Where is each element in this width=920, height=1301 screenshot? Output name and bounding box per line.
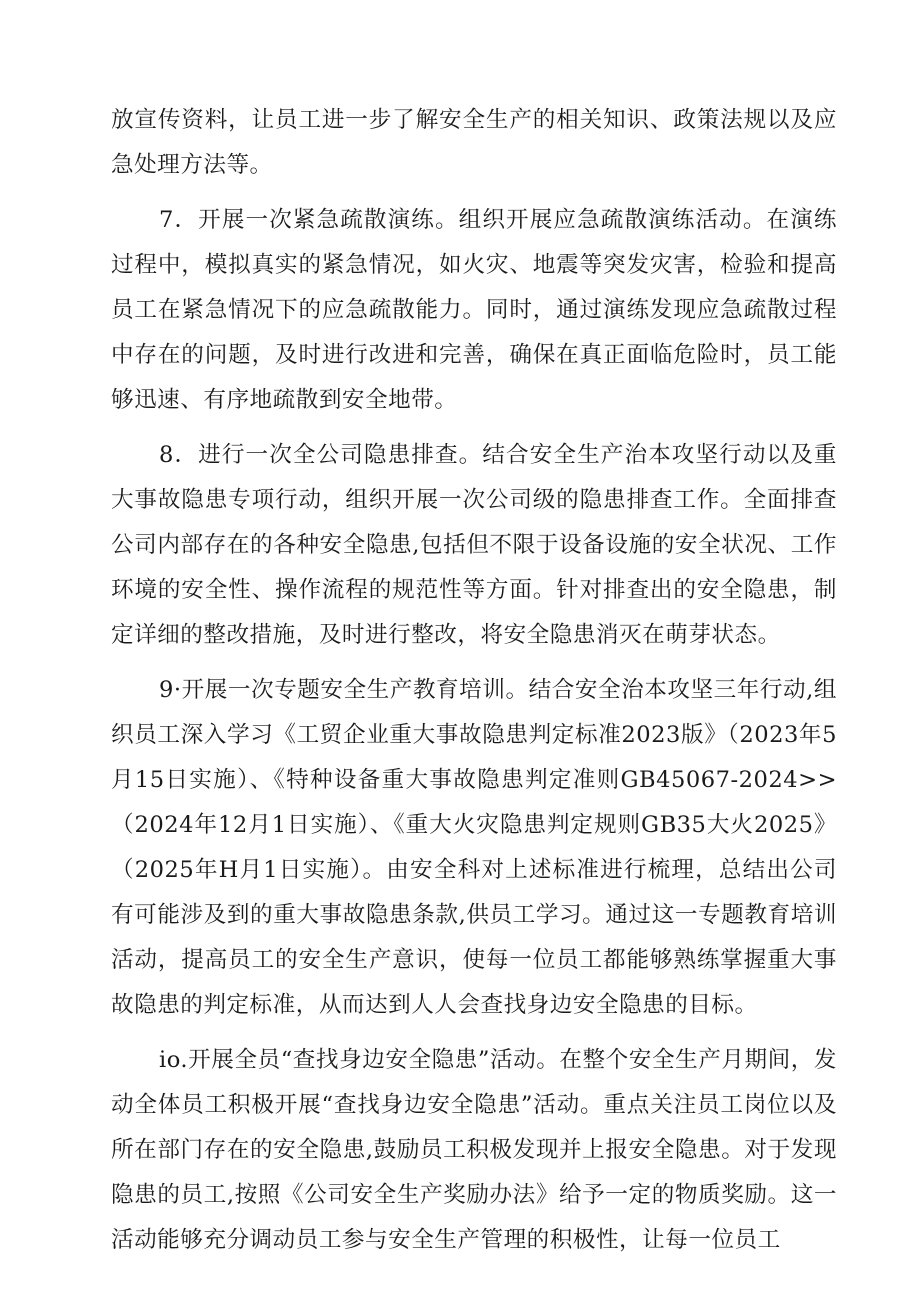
- paragraph-item-9: 9·开展一次专题安全生产教育培训。结合安全治本攻坚三年行动,组织员工深入学习《工贸企业重大事故隐患判定标准2023版》（2023年5月15日实施）、《特种设备重大事故隐患判定准则GB45067-2024>>（2024年12月1日实施）、《重大火灾隐患判定规则GB35大火2025》（2025年H月1日实施）。由安全科对上述标准进行梳理，总结出公司有可能涉及到的重大事故隐患条款,供员工学习。通过这一专题教育培训活动，提高员工的安全生产意识，使每一位员工都能够熟练掌握重大事故隐患的判定标准，从而达到人人会查找身边安全隐患的目标。: [111, 677, 837, 1018]
- paragraph-continued: 放宣传资料，让员工进一步了解安全生产的相关知识、政策法规以及应急处理方法等。: [111, 107, 837, 178]
- paragraph-item-10: io.开展全员“查找身边安全隐患”活动。在整个安全生产月期间，发动全体员工积极开展“查找身边安全隐患”活动。重点关注员工岗位以及所在部门存在的安全隐患,鼓励员工积极发现并上报安全隐患。对于发现隐患的员工,按照《公司安全生产奖励办法》给予一定的物质奖励。这一活动能够充分调动员工参与安全生产管理的积极性，让每一位员工: [111, 1047, 837, 1253]
- paragraph-item-8: 8．进行一次全公司隐患排查。结合安全生产治本攻坚行动以及重大事故隐患专项行动，组织开展一次公司级的隐患排查工作。全面排查公司内部存在的各种安全隐患,包括但不限于设备设施的安全状况、工作环境的安全性、操作流程的规范性等方面。针对排查出的安全隐患，制定详细的整改措施，及时进行整改，将安全隐患消灭在萌芽状态。: [111, 442, 837, 648]
- paragraph-item-7: 7．开展一次紧急疏散演练。组织开展应急疏散演练活动。在演练过程中，模拟真实的紧急情况，如火灾、地震等突发灾害，检验和提高员工在紧急情况下的应急疏散能力。同时，通过演练发现应急疏散过程中存在的问题，及时进行改进和完善，确保在真正面临危险时，员工能够迅速、有序地疏散到安全地带。: [111, 207, 837, 413]
- document-body: [111, 98, 837, 1263]
